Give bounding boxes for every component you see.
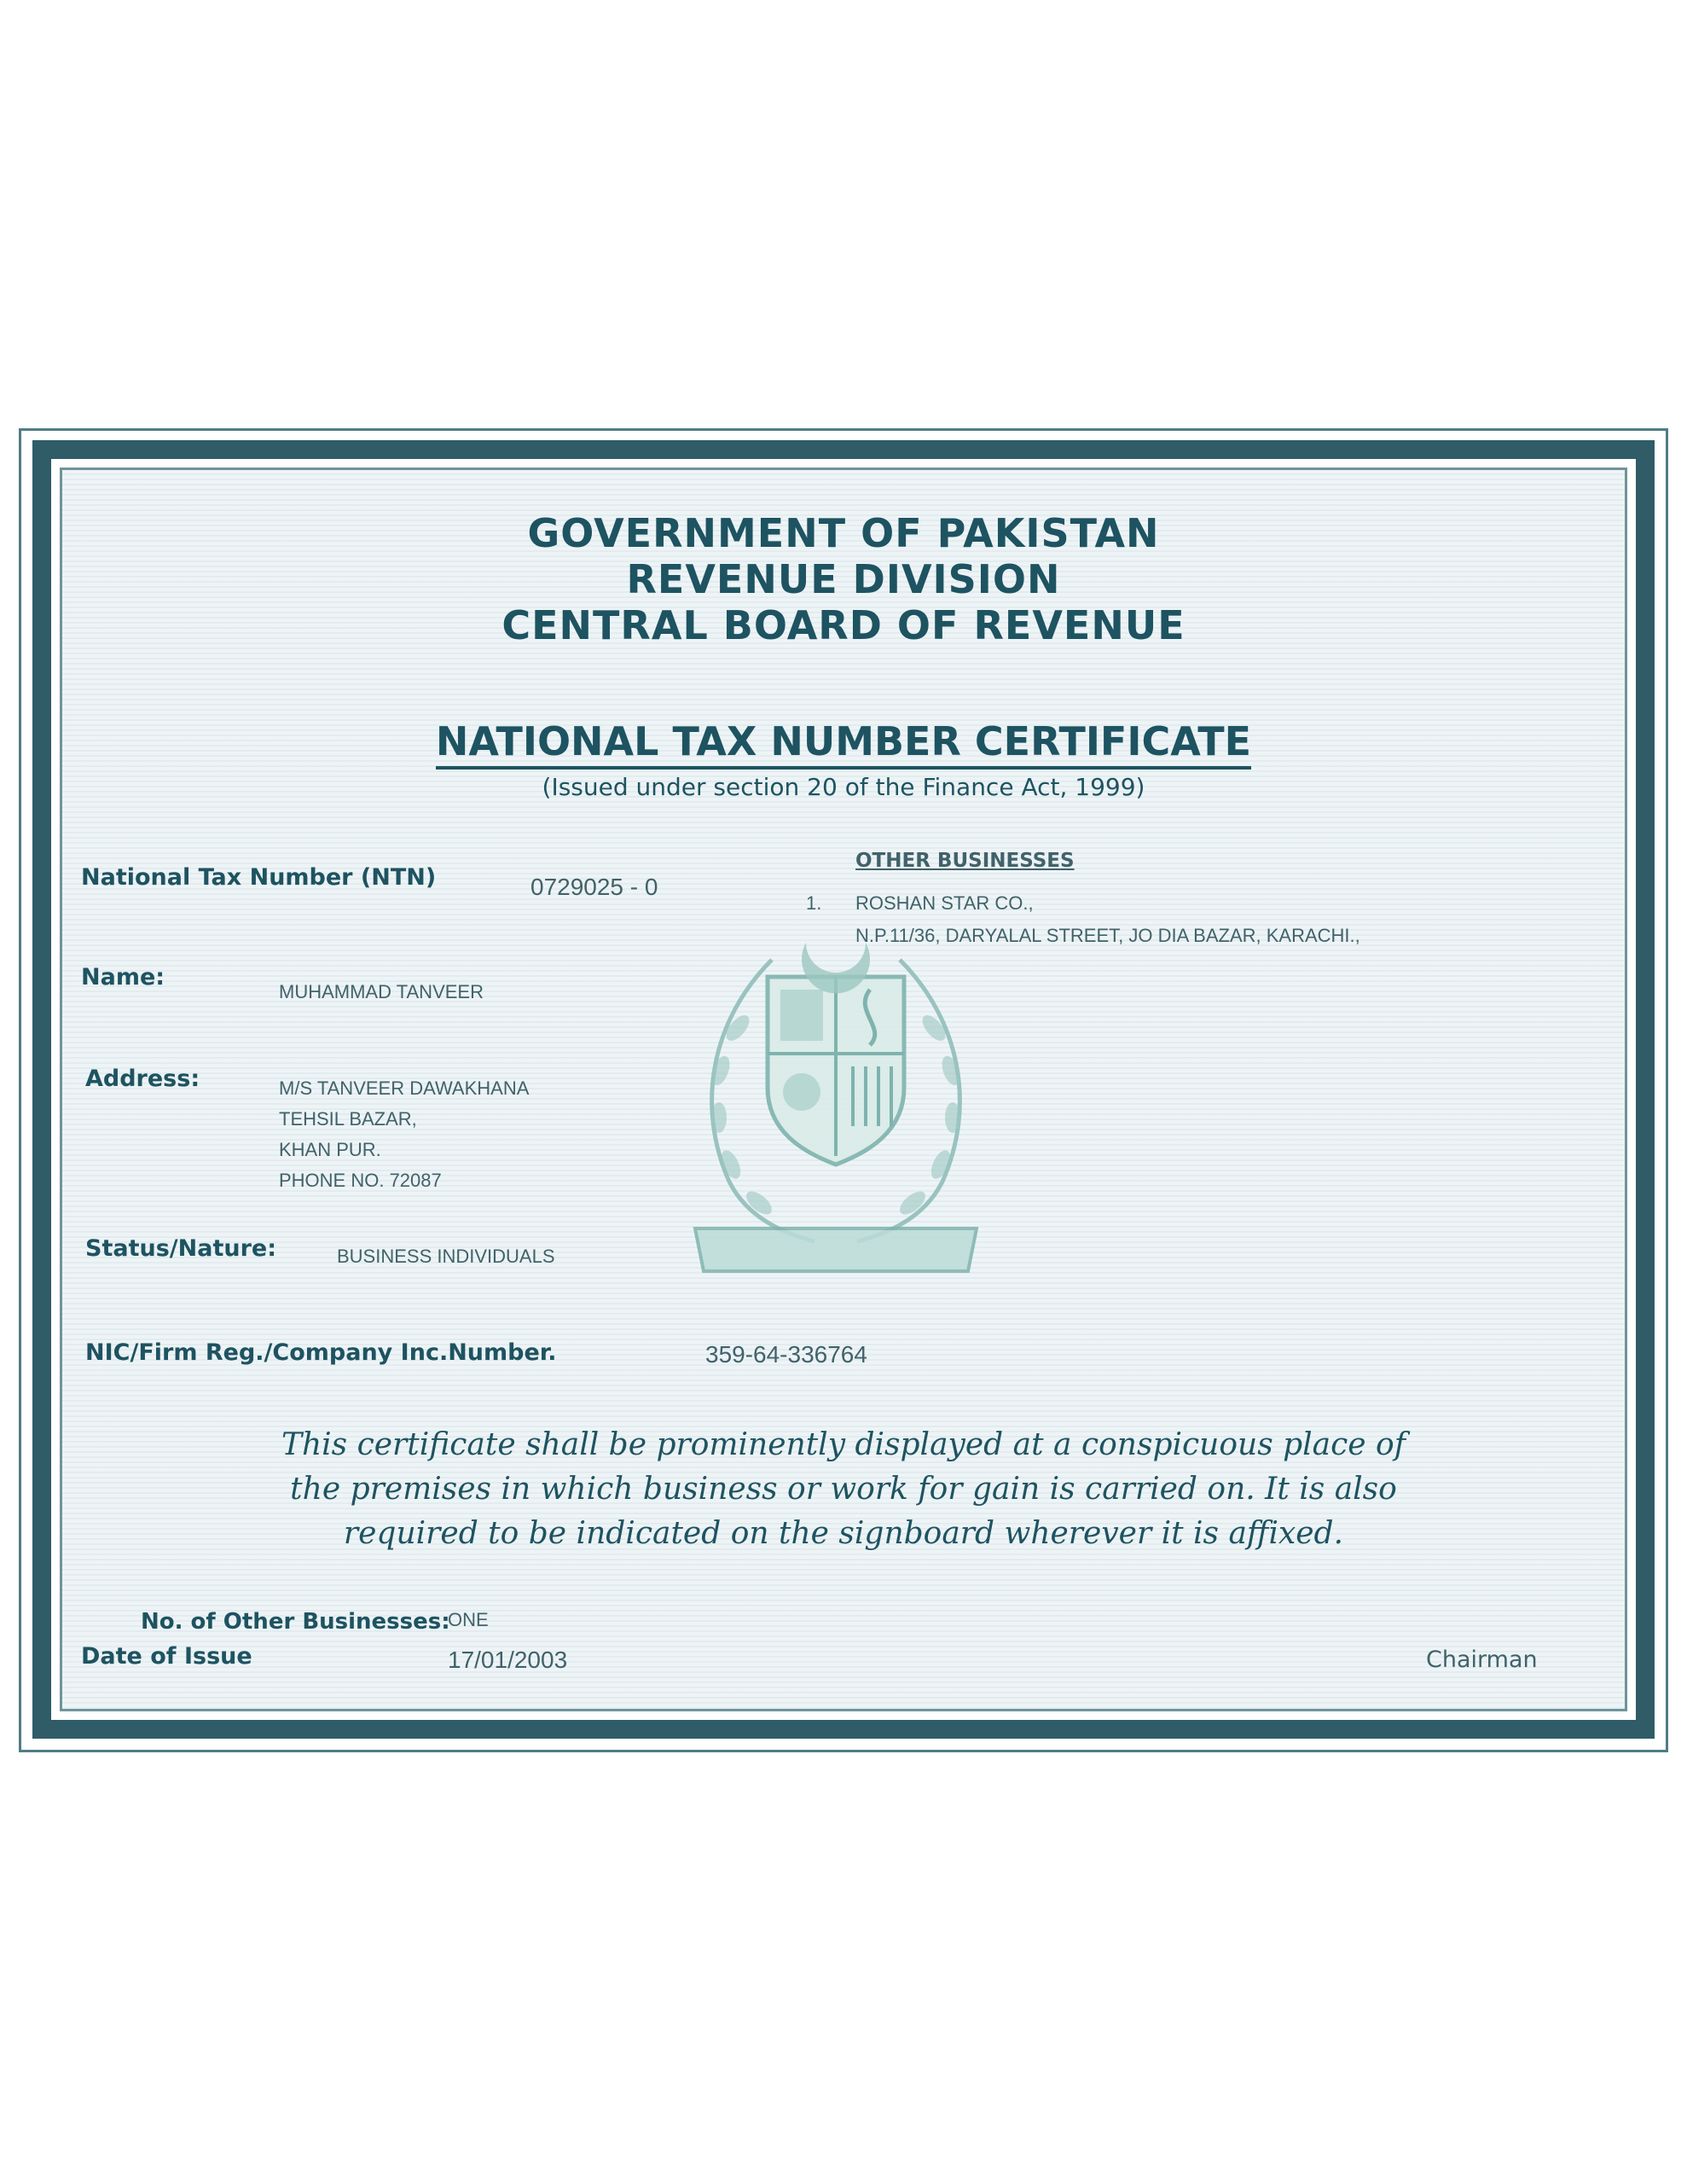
other-business-name: ROSHAN STAR CO.,: [855, 892, 1034, 914]
date-of-issue-label: Date of Issue: [81, 1643, 252, 1670]
address-line: M/S TANVEER DAWAKHANA: [279, 1077, 530, 1099]
notice-line: This certificate shall be prominently displayed at a conspicuous place of: [281, 1427, 1406, 1462]
other-businesses-count-value: ONE: [448, 1609, 489, 1630]
signatory-title: Chairman: [1426, 1647, 1538, 1673]
date-of-issue-value: 17/01/2003: [448, 1647, 568, 1673]
status-value: BUSINESS INDIVIDUALS: [337, 1246, 555, 1267]
certificate-title: NATIONAL TAX NUMBER CERTIFICATE: [0, 718, 1687, 764]
address-block: [279, 1073, 529, 1196]
notice-line: the premises in which business or work for gain is carried on. It is also: [290, 1472, 1397, 1507]
notice-line: required to be indicated on the signboard wherever it is affixed.: [343, 1516, 1344, 1551]
other-business-address: N.P.11/36, DARYALAL STREET, JO DIA BAZAR, KARACHI.,: [855, 925, 1360, 946]
name-label: Name:: [81, 964, 165, 990]
header-board: CENTRAL BOARD OF REVENUE: [501, 602, 1186, 648]
state-emblem-watermark: [678, 926, 994, 1284]
other-business-number: 1.: [806, 892, 822, 914]
name-value: MUHAMMAD TANVEER: [279, 981, 484, 1002]
ntn-label: National Tax Number (NTN): [81, 864, 437, 891]
address-label: Address:: [85, 1066, 200, 1092]
nic-label: NIC/Firm Reg./Company Inc.Number.: [85, 1339, 557, 1366]
ntn-value: 0729025 - 0: [530, 874, 658, 900]
address-line: KHAN PUR.: [279, 1139, 381, 1160]
other-businesses-heading: OTHER BUSINESSES: [855, 850, 1075, 872]
address-line: PHONE NO. 72087: [279, 1170, 442, 1191]
display-notice: [0, 1423, 1687, 1556]
other-businesses-count-label: No. of Other Businesses:: [141, 1609, 450, 1635]
status-label: Status/Nature:: [85, 1235, 277, 1262]
header-division: REVENUE DIVISION: [626, 556, 1061, 602]
header-government: GOVERNMENT OF PAKISTAN: [527, 510, 1160, 556]
address-line: TEHSIL BAZAR,: [279, 1108, 417, 1130]
nic-value: 359-64-336764: [705, 1341, 867, 1368]
certificate-subtitle: (Issued under section 20 of the Finance Act, 1999): [542, 773, 1145, 801]
